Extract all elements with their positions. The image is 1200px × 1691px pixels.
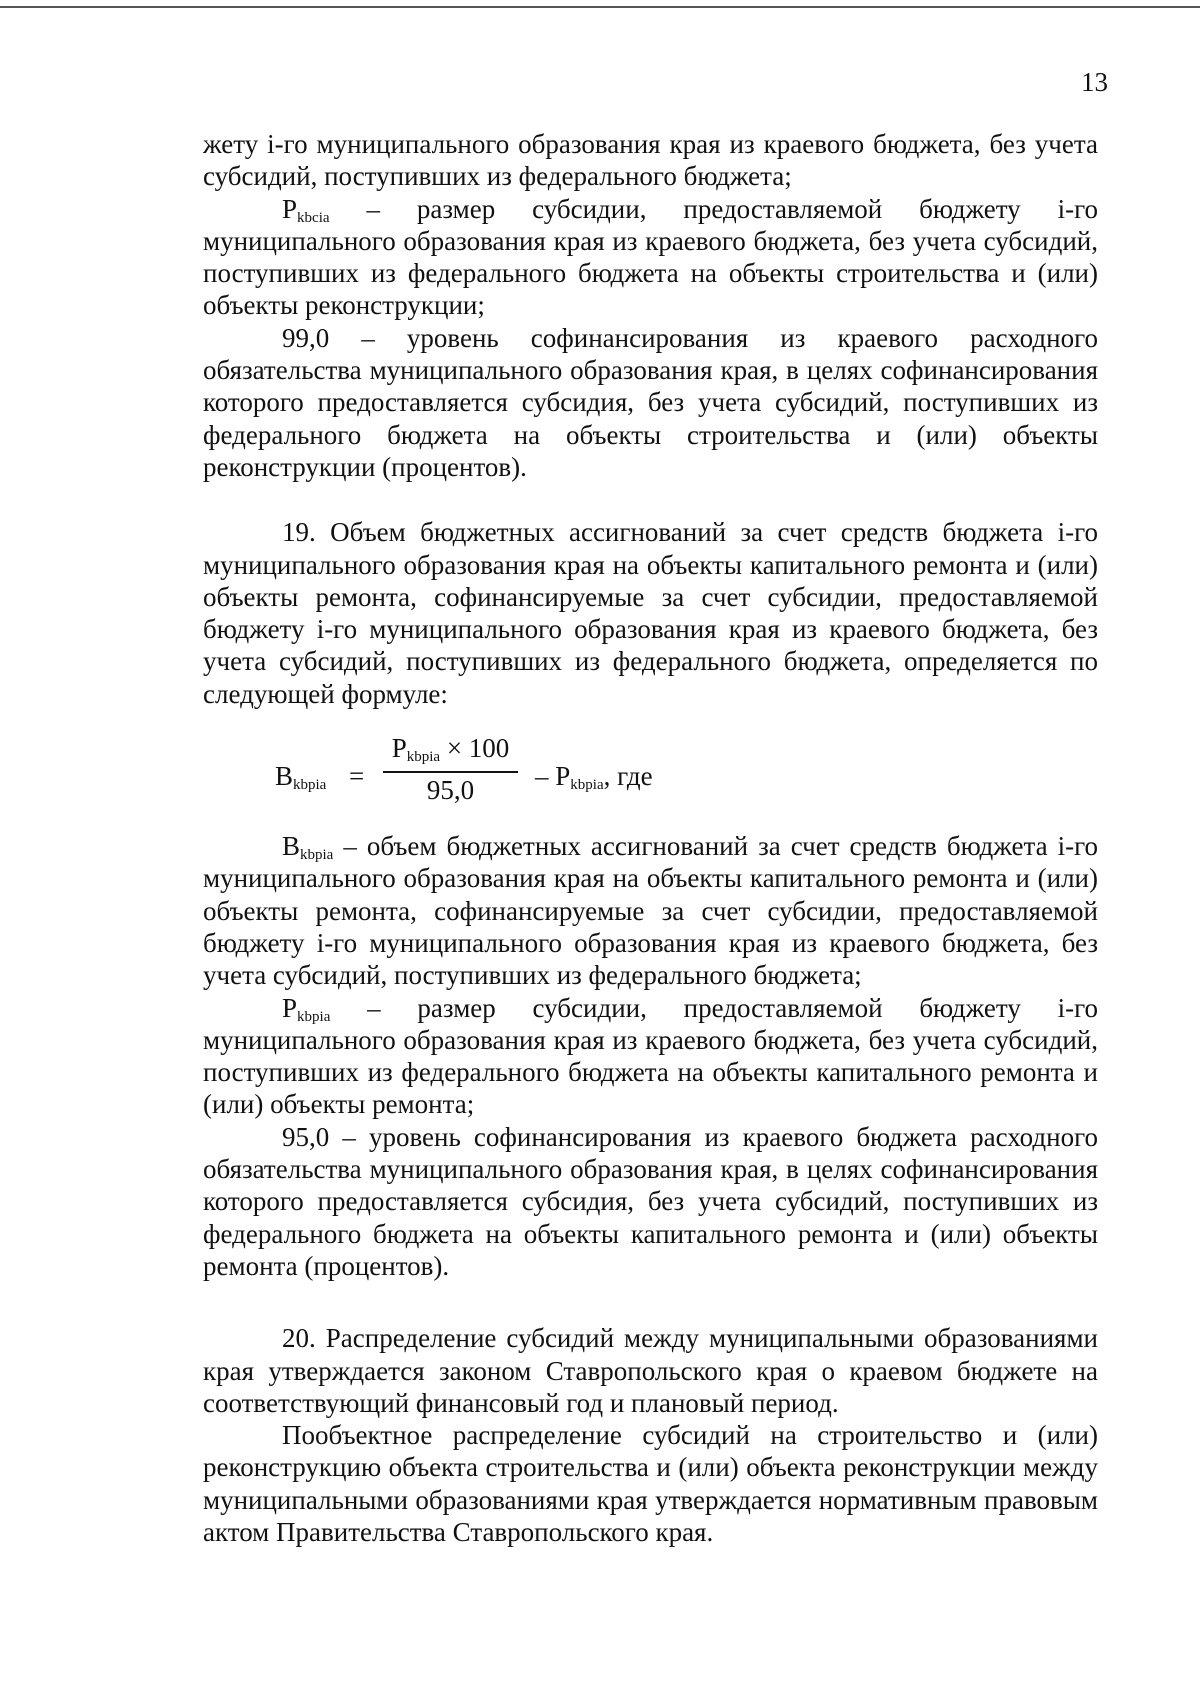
symbol: P [282,992,298,1023]
formula-lhs-subscript: kbpia [293,776,327,793]
document-body [203,128,1098,1548]
definition-text: – размер субсидии, предоставляемой бюджету i-го муниципального образования края из краевого бюджета, без учета субсидий, поступивших из федерального бюджета на объекты капитального ремонта и (или) объекты ремонта; [203,992,1098,1120]
formula-equals: = [349,761,365,792]
symbol: P [282,193,298,224]
paragraph-20-continuation: Пообъектное распределение субсидий на строительство и (или) реконструкцию объекта строительства и (или) объекта реконструкции между муниципальными образованиями края утверждается нормативным правовым актом Правительства Ставропольского края. [203,1420,1098,1547]
formula-denominator: 95,0 [426,775,475,806]
definition-text: – объем бюджетных ассигнований за счет средств бюджета i-го муниципального образования края на объекты капитального ремонта и (или) объекты ремонта, софинансируемые за счет субсидии, предоставляемой бюджету i-го муниципального образования края из краевого бюджета, без учета субсидий, поступивших из федерального бюджета; [203,831,1098,991]
definition-pkbcia [203,193,1098,322]
formula-lhs-symbol: B [275,761,294,792]
formula-num-rest: × 100 [440,733,510,764]
paragraph-20: 20. Распределение субсидий между муниципальными образованиями края утверждается законом Ставропольского края о краевом бюджете на соответствующий финансовый год и плановый период. [203,1323,1098,1418]
formula-num-subscript: kbpia [406,748,441,765]
definition-99: 99,0 – уровень софинансирования из краевого расходного обязательства муниципального образования края, в целях софинансирования которого предоставляется субсидия, без учета субсидий, поступивших из федерального бюджета на объекты строительства и (или) объекты реконструкции (процентов). [203,322,1098,482]
formula-minus: – [535,761,556,792]
symbol-subscript: kbpia [297,1008,331,1025]
symbol-subscript: kbpia [300,846,334,863]
paragraph-continuation: жету i-го муниципального образования края из краевого бюджета, без учета субсидий, поступивших из федерального бюджета; [203,129,1098,192]
top-border-line [0,6,1200,8]
formula-lhs [275,760,326,792]
formula-rhs [535,760,653,792]
formula-numerator [383,732,518,764]
formula-rhs-subscript: kbpia [570,776,604,793]
definition-text: – размер субсидии, предоставляемой бюджету i-го муниципального образования края из краевого бюджета, без учета субсидий, поступивших из федерального бюджета на объекты строительства и (или) объекты реконструкции; [203,193,1098,321]
definition-95: 95,0 – уровень софинансирования из краевого бюджета расходного обязательства муниципального образования края, в целях софинансирования которого предоставляется субсидия, без учета субсидий, поступивших из федерального бюджета на объекты капитального ремонта и (или) объекты ремонта (процентов). [203,1121,1098,1281]
formula [203,730,1098,814]
symbol-subscript: kbcia [297,209,330,226]
definition-pkbpia [203,992,1098,1121]
formula-rhs-tail: , где [603,761,653,792]
fraction-bar [383,771,518,773]
page-number: 13 [1081,67,1108,97]
formula-num-symbol: P [391,733,407,764]
definition-bkbpia [203,830,1098,991]
formula-rhs-symbol: P [555,761,571,792]
paragraph-19: 19. Объем бюджетных ассигнований за счет средств бюджета i-го муниципального образования края на объекты капитального ремонта и (или) объекты ремонта, софинансируемые за счет субсидии, предоставляемой бюджету i-го муниципального образования края из краевого бюджета, без учета субсидий, поступивших из федерального бюджета, определяется по следующей формуле: [203,517,1098,709]
symbol: B [282,831,301,862]
